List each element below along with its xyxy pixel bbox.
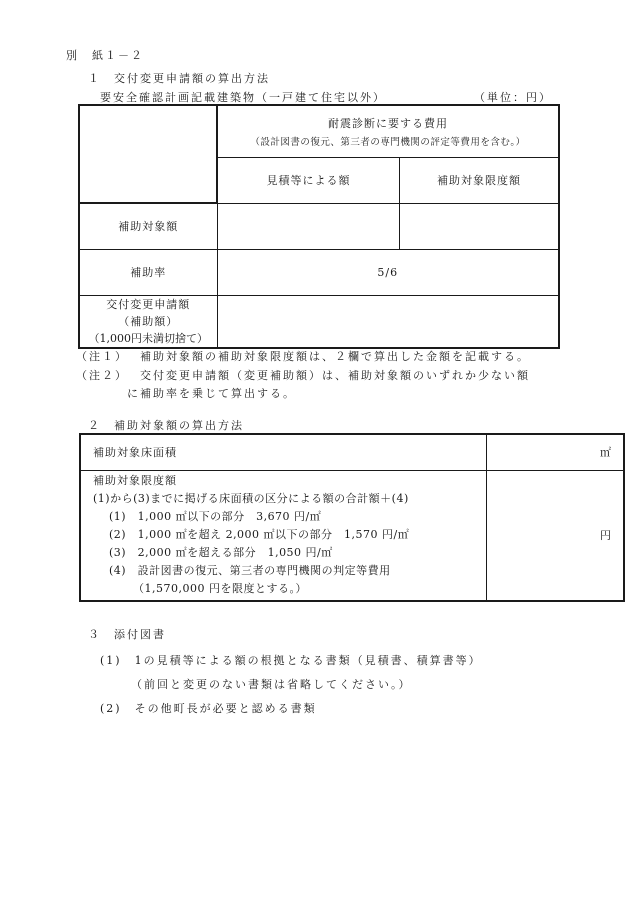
floor-area-label: 補助対象床面積 — [80, 434, 487, 470]
note2-text: 交付変更申請額（変更補助額）は、補助対象額のいずれか少ない額 — [140, 369, 530, 382]
section3-title: ３ 添付図書 — [88, 628, 166, 641]
limit-calc-table — [79, 433, 625, 602]
note2-continuation: に補助率を乗じて算出する。 — [127, 387, 296, 400]
limit-formula: (1)から(3)までに掲げる床面積の区分による額の合計額＋(4) — [93, 492, 409, 506]
request-amount-value-cell — [217, 295, 559, 348]
cost-group-title: 耐震診断に要する費用 — [328, 116, 448, 130]
attached-doc-2: (2) その他町長が必要と認める書類 — [100, 702, 317, 715]
request-amount-label-line3: （1,000円未満切捨て） — [88, 331, 208, 345]
note2 — [76, 367, 530, 383]
limit-unit: 円 — [487, 470, 625, 601]
blank-corner-cell — [79, 105, 217, 203]
section1-title: １ 交付変更申請額の算出方法 — [88, 72, 270, 85]
rate-value: 5/6 — [217, 249, 559, 295]
limit-item-3: (3) 2,000 ㎡を超える部分 1,050 円/㎡ — [109, 546, 333, 560]
note1-label: （注１） — [76, 350, 128, 363]
request-amount-label-line2: （補助額） — [118, 314, 179, 328]
cost-group-header — [217, 105, 559, 157]
attached-doc-1: (1) 1の見積等による額の根拠となる書類（見積書、積算書等） — [100, 654, 482, 667]
limit-item-2: (2) 1,000 ㎡を超え 2,000 ㎡以下の部分 1,570 円/㎡ — [109, 528, 410, 542]
floor-area-unit: ㎡ — [487, 434, 625, 470]
attachment-label: 別 紙１－２ — [66, 49, 144, 62]
rate-row-label: 補助率 — [79, 249, 217, 295]
building-type: 要安全確認計画記載建築物（一戸建て住宅以外） — [100, 91, 386, 104]
unit-label: （単位：円） — [474, 91, 552, 104]
cost-group-subtitle: （設計図書の復元、第三者の専門機関の評定等費用を含む。） — [250, 136, 526, 148]
subsidy-target-estimate-cell — [217, 203, 400, 249]
limit-item-1: (1) 1,000 ㎡以下の部分 3,670 円/㎡ — [109, 510, 322, 524]
limit-item-4-note: （1,570,000 円を限度とする。） — [133, 582, 307, 596]
note1 — [76, 348, 530, 364]
limit-column-header: 補助対象限度額 — [400, 157, 560, 203]
limit-detail-cell — [80, 470, 487, 601]
attached-doc-1-note: （前回と変更のない書類は省略してください。） — [131, 678, 412, 691]
note2-label: （注２） — [76, 369, 128, 382]
note1-text: 補助対象額の補助対象限度額は、２欄で算出した金額を記載する。 — [140, 350, 530, 363]
request-amount-label-line1: 交付変更申請額 — [106, 297, 191, 311]
subsidy-target-limit-cell — [400, 203, 560, 249]
subsidy-request-table — [78, 104, 560, 349]
limit-item-4: (4) 設計図書の復元、第三者の専門機関の判定等費用 — [109, 564, 391, 578]
subsidy-target-row-label: 補助対象額 — [79, 203, 217, 249]
limit-title: 補助対象限度額 — [93, 474, 177, 488]
request-amount-row-label — [79, 295, 217, 348]
estimate-column-header: 見積等による額 — [217, 157, 400, 203]
section2-title: ２ 補助対象額の算出方法 — [88, 419, 244, 432]
